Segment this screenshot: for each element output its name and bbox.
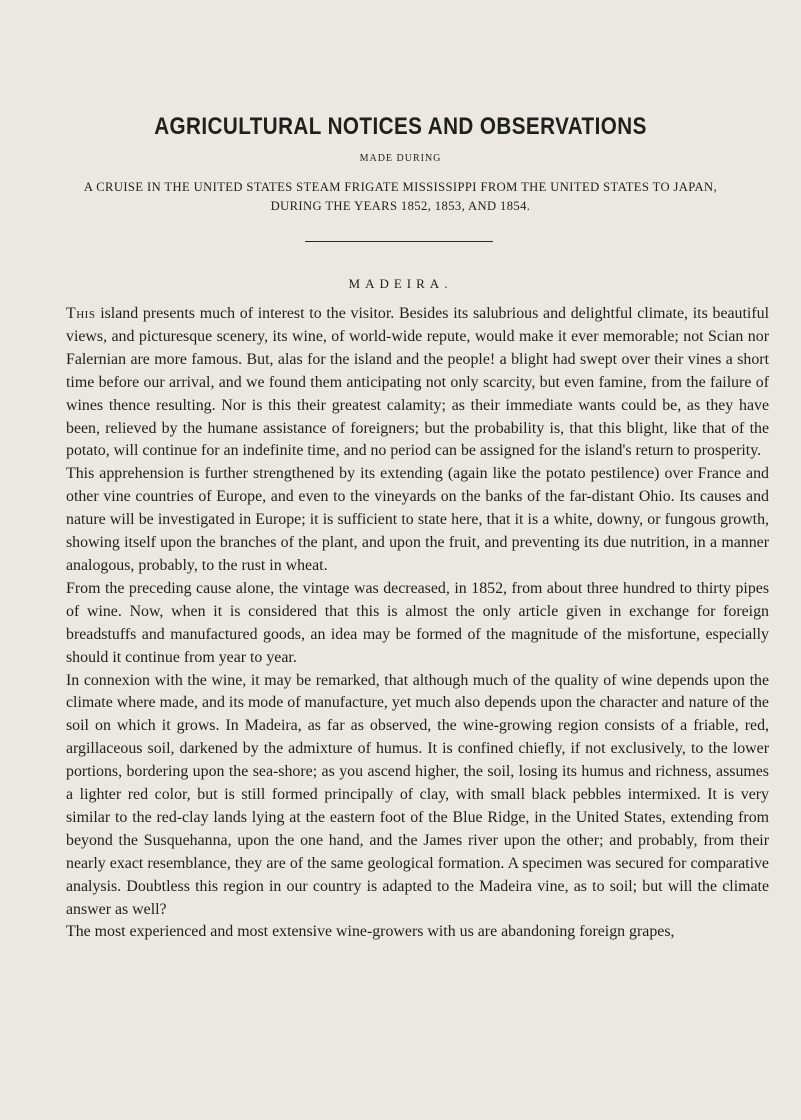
paragraph-2: This apprehension is further strengthened by its extending (again like the potato pestilence) over France and other vine countries of Europe, and even to the vineyards on the banks of the far-distant Ohio. Its causes and nature will be investigated in Europe; it is sufficient to state here, that it is a white, downy, or fungous growth, showing itself upon the branches of the plant, and upon the fruit, and preventing its due nutrition, in a manner analogous, probably, to the rust in wheat.: [66, 465, 769, 574]
paragraph-5: The most experienced and most extensive wine-growers with us are abandoning foreign grapes,: [66, 923, 675, 941]
page-title: AGRICULTURAL NOTICES AND OBSERVATIONS: [154, 113, 647, 140]
subtitle-line-1: A CRUISE IN THE UNITED STATES STEAM FRIGATE MISSISSIPPI FROM THE UNITED STATES TO JAPAN,: [83, 180, 718, 194]
paragraph-lead-word: This: [66, 305, 96, 322]
subtitle-line-2: DURING THE YEARS 1852, 1853, AND 1854.: [270, 199, 531, 213]
paragraph-1-text: island presents much of interest to the visitor. Besides its salubrious and delightful climate, its beautiful views, and picturesque scenery, its wine, of world-wide repute, would make it ever memorable; not Scian nor Falernian are more famous. But, alas for the island and the people! a blight had swept over their vines a short time before our arrival, and we found them anticipating not only scarcity, but even famine, from the failure of wines thence resulting. Nor is this their greatest calamity; as their immediate wants could be, as they have been, relieved by the humane assistance of foreigners; but the probability is, that this blight, like that of the potato, will continue for an indefinite time, and no period can be assigned for the island's return to prosperity.: [66, 305, 769, 460]
subtitle: [40, 178, 761, 216]
body-text: [66, 303, 769, 944]
made-during-caption: MADE DURING: [359, 153, 442, 164]
paragraph-3: From the preceding cause alone, the vintage was decreased, in 1852, from about three hundred to thirty pipes of wine. Now, when it is considered that this is almost the only article given in exchange for foreign breadstuffs and manufactured goods, an idea may be formed of the magnitude of the misfortune, especially should it continue from year to year.: [66, 579, 769, 666]
paragraph-1: [66, 303, 769, 463]
divider-rule: [305, 241, 493, 242]
paragraph-4: In connexion with the wine, it may be remarked, that although much of the quality of wine depends upon the climate where made, and its mode of manufacture, yet much also depends upon the character and nature of the soil on which it grows. In Madeira, as far as observed, the wine-growing region consists of a friable, red, argillaceous soil, darkened by the admixture of humus. It is confined chiefly, if not exclusively, to the lower portions, bordering upon the sea-shore; as you ascend higher, the soil, losing its humus and richness, assumes a lighter red color, but is still formed principally of clay, with small black pebbles intermixed. It is very similar to the red-clay lands lying at the eastern foot of the Blue Ridge, in the United States, extending from beyond the Susquehanna, upon the one hand, and the James river upon the other; and probably, from their nearly exact resemblance, they are of the same geological formation. A specimen was secured for comparative analysis. Doubtless this region in our country is adapted to the Madeira vine, as to soil; but will the climate answer as well?: [66, 671, 769, 918]
section-heading: MADEIRA.: [348, 276, 453, 291]
